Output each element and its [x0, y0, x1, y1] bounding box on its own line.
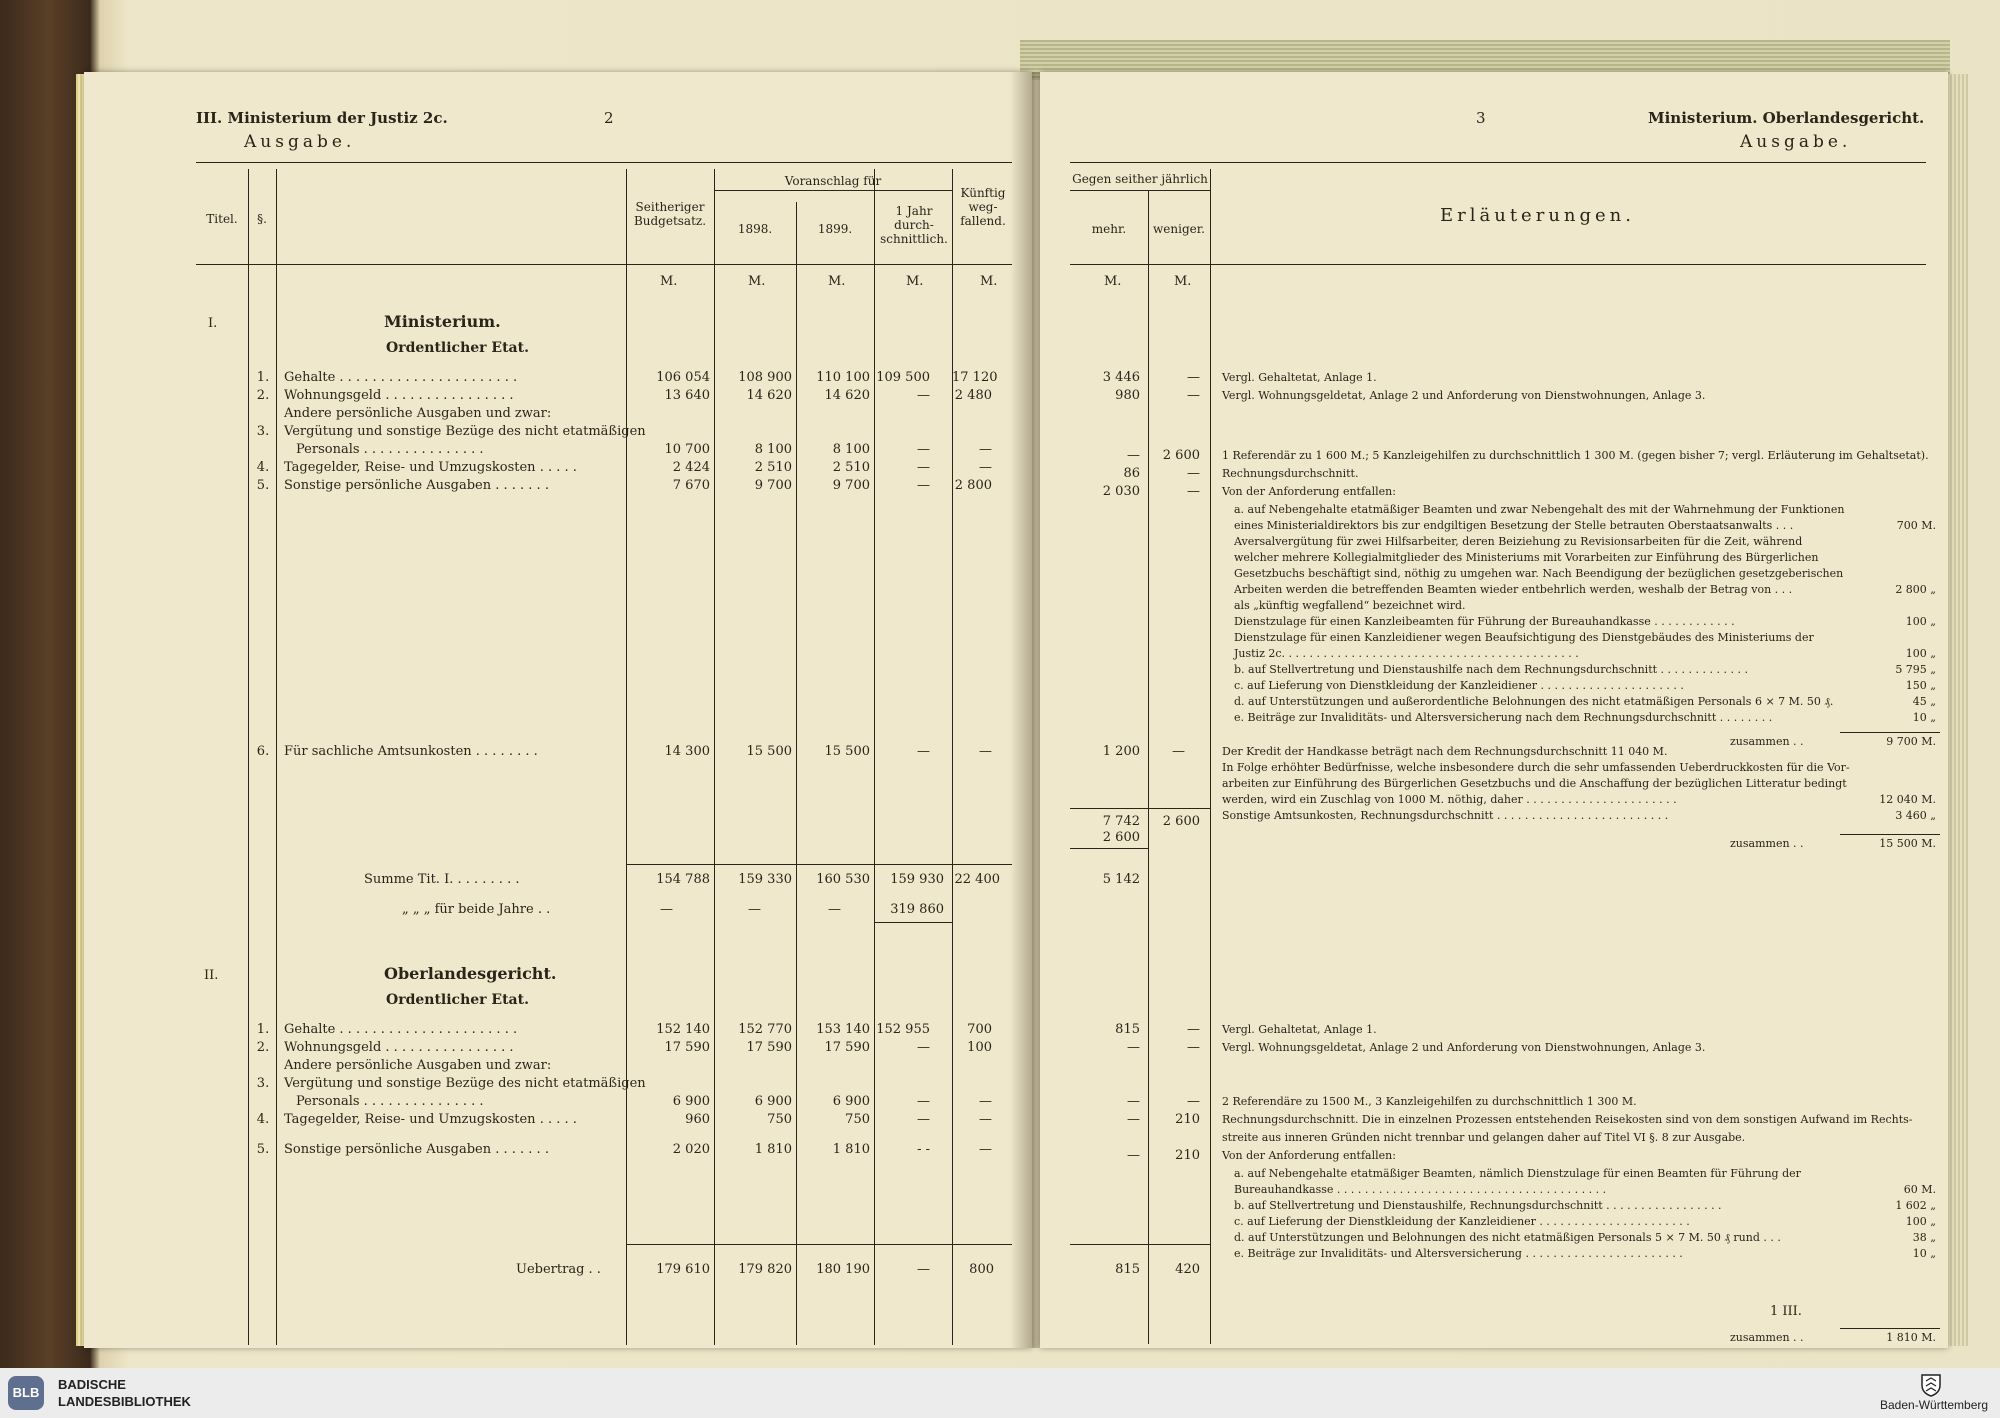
- footer-bar: [0, 1368, 2000, 1418]
- left-col-divider: [276, 169, 277, 1345]
- cell-seitheriger: 2 020: [672, 1142, 710, 1157]
- beide-seitheriger: —: [660, 902, 673, 917]
- sum-1898: 159 330: [738, 872, 792, 887]
- row-label: Gehalte . . . . . . . . . . . . . . . . . . . . . .: [284, 370, 518, 385]
- sum-jahr: 159 930: [890, 872, 944, 887]
- explanation-text: Rechnungsdurchschnitt. Die in einzelnen Prozessen entstehenden Reisekosten sind von dem sonstigen Aufwand im Rechts-: [1222, 1113, 1913, 1126]
- explanation-line: d. auf Unterstützungen und Belohnungen des nicht etatmäßigen Personals 5 × 7 M. 50 ₰ rund . . .: [1234, 1231, 1781, 1244]
- cell-1899: 1 810: [832, 1142, 870, 1157]
- section-subtitle: Ordentlicher Etat.: [386, 992, 529, 1008]
- cell-weniger: —: [1187, 484, 1200, 499]
- unit-mark: M.: [1174, 274, 1192, 289]
- cell-mehr: 980: [1115, 388, 1140, 403]
- explanation-line: Sonstige Amtsunkosten, Rechnungsdurchschnitt . . . . . . . . . . . . . . . . . . . . . . . . .: [1222, 809, 1669, 822]
- col-header-weniger: weniger.: [1153, 222, 1205, 236]
- right-rule-header: [1070, 264, 1926, 265]
- cell-seitheriger: 17 590: [664, 1040, 710, 1055]
- col-header-1899: 1899.: [817, 222, 853, 236]
- explanation-text: Rechnungsdurchschnitt.: [1222, 467, 1359, 480]
- explanation-amount: 10 „: [1912, 1247, 1936, 1260]
- cell-1898: 108 900: [738, 370, 792, 385]
- row-number: 3.: [256, 424, 270, 439]
- left-running-header: III. Ministerium der Justiz 2c.: [196, 109, 448, 127]
- cell-weniger: 2 600: [1162, 448, 1200, 463]
- explanation-amount: 10 „: [1912, 711, 1936, 724]
- beide-label: „ „ „ für beide Jahre . .: [402, 902, 551, 917]
- cell-1899: 17 590: [824, 1040, 870, 1055]
- cell-weniger: —: [1187, 370, 1200, 385]
- uebertrag-mehr: 815: [1115, 1262, 1140, 1277]
- cell-seitheriger: 152 140: [656, 1022, 710, 1037]
- uebertrag-rule: [1070, 1244, 1210, 1245]
- row-number: 3.: [256, 1076, 270, 1091]
- explanation-line: arbeiten zur Einführung des Bürgerlichen Gesetzbuchs und die Anschaffung der bezüglichen Litteratur bedingt: [1222, 777, 1847, 790]
- cell-jahr: 109 500: [876, 370, 930, 385]
- section-numeral: II.: [204, 968, 219, 983]
- explanation-text: Von der Anforderung entfallen:: [1222, 485, 1396, 498]
- cell-jahr: —: [917, 744, 930, 759]
- left-rule-voranschlag: [714, 190, 952, 191]
- cell-1898: 8 100: [754, 442, 792, 457]
- cell-weniger: 210: [1175, 1148, 1200, 1163]
- row-number: 4.: [256, 460, 270, 475]
- row-label: Gehalte . . . . . . . . . . . . . . . . . . . . . .: [284, 1022, 518, 1037]
- cell-weniger: —: [1187, 466, 1200, 481]
- zusammen-rule: [1840, 1328, 1940, 1329]
- explanation-amount: 700 M.: [1896, 519, 1936, 532]
- row-label: Sonstige persönliche Ausgaben . . . . . . .: [284, 478, 549, 493]
- cell-kuenftig: —: [979, 460, 992, 475]
- cell-mehr: 815: [1115, 1022, 1140, 1037]
- cell-weniger: —: [1187, 388, 1200, 403]
- explanation-amount: 38 „: [1912, 1231, 1936, 1244]
- explanation-line: eines Ministerialdirektors bis zur endgiltigen Besetzung der Stelle betrauten Oberstaatsanwalts . . .: [1234, 519, 1794, 532]
- unit-mark: M.: [1104, 274, 1122, 289]
- cell-1899: 8 100: [832, 442, 870, 457]
- right-rule-gegen: [1070, 190, 1210, 191]
- cell-mehr: 2 030: [1102, 484, 1140, 499]
- uebertrag-1899: 180 190: [816, 1262, 870, 1277]
- cell-seitheriger: 7 670: [672, 478, 710, 493]
- col-header-titel: Titel.: [206, 212, 238, 226]
- cell-jahr: 152 955: [876, 1022, 930, 1037]
- cell-mehr: —: [1127, 1040, 1140, 1055]
- row-label: Vergütung und sonstige Bezüge des nicht etatmäßigen: [284, 1076, 646, 1091]
- explanation-amount: 5 795 „: [1895, 663, 1936, 676]
- cell-1899: 2 510: [832, 460, 870, 475]
- cell-jahr: —: [917, 1094, 930, 1109]
- row-label: Vergütung und sonstige Bezüge des nicht etatmäßigen: [284, 424, 646, 439]
- explanation-line: Arbeiten werden die betreffenden Beamten wieder entbehrlich werden, weshalb der Betrag von . . .: [1234, 583, 1793, 596]
- section-subtitle: Ordentlicher Etat.: [386, 340, 529, 356]
- library-name-line2: LANDESBIBLIOTHEK: [58, 1394, 191, 1409]
- cell-1899: 15 500: [824, 744, 870, 759]
- sum-1899: 160 530: [816, 872, 870, 887]
- row-label: Andere persönliche Ausgaben und zwar:: [284, 1058, 552, 1073]
- cell-mehr: 86: [1123, 466, 1140, 481]
- sum-kuenftig: 22 400: [954, 872, 1000, 887]
- left-page: [84, 72, 1032, 1348]
- section-title-oberlandesgericht: Oberlandesgericht.: [384, 964, 557, 983]
- cell-1899: 750: [845, 1112, 870, 1127]
- cell-mehr: —: [1127, 1112, 1140, 1127]
- cell-1898: 14 620: [746, 388, 792, 403]
- row-number: 2.: [256, 388, 270, 403]
- col-header-mehr: mehr.: [1091, 222, 1127, 236]
- sum-rule: [1070, 848, 1148, 849]
- cell-seitheriger: 14 300: [664, 744, 710, 759]
- cell-1898: 152 770: [738, 1022, 792, 1037]
- cell-jahr: - -: [917, 1142, 930, 1157]
- explanation-line: Aversalvergütung für zwei Hilfsarbeiter, deren Beiziehung zu Revisionsarbeiten für die Zeit, während: [1234, 535, 1803, 548]
- sum-seitheriger: 154 788: [656, 872, 710, 887]
- right-col-divider: [1148, 190, 1149, 1344]
- right-rule-top: [1070, 162, 1926, 163]
- cell-1898: 17 590: [746, 1040, 792, 1055]
- left-rule-top: [196, 162, 1012, 163]
- cell-mehr: —: [1127, 448, 1140, 463]
- explanation-line: Dienstzulage für einen Kanzleibeamten für Führung der Bureauhandkasse . . . . . . . . . . . .: [1234, 615, 1735, 628]
- explanation-line: Der Kredit der Handkasse beträgt nach dem Rechnungsdurchschnitt 11 040 M.: [1222, 745, 1668, 758]
- cell-weniger: 210: [1175, 1112, 1200, 1127]
- cell-kuenftig: —: [979, 744, 992, 759]
- right-page: [1040, 72, 1948, 1348]
- explanation-line: Dienstzulage für einen Kanzleidiener wegen Beaufsichtigung des Dienstgebäudes des Ministeriums der: [1234, 631, 1814, 644]
- explanation-amount: 150 „: [1905, 679, 1936, 692]
- cell-1898: 9 700: [754, 478, 792, 493]
- row-number: 6.: [256, 744, 270, 759]
- cell-mehr: 3 446: [1102, 370, 1140, 385]
- unit-mark: M.: [980, 274, 998, 289]
- sum-weniger: 2 600: [1162, 814, 1200, 829]
- row-label: Tagegelder, Reise- und Umzugskosten . . . . .: [284, 460, 577, 475]
- uebertrag-rule: [626, 1244, 1012, 1245]
- cell-jahr: —: [917, 388, 930, 403]
- explanation-line: werden, wird ein Zuschlag von 1000 M. nöthig, daher . . . . . . . . . . . . . . . . . . . . . .: [1222, 793, 1677, 806]
- cell-weniger: —: [1187, 1040, 1200, 1055]
- explanation-line: a. auf Nebengehalte etatmäßiger Beamten, nämlich Dienstzulage für einen Beamten für Führung der: [1234, 1167, 1801, 1180]
- explanation-text: Vergl. Wohnungsgeldetat, Anlage 2 und Anforderung von Dienstwohnungen, Anlage 3.: [1222, 389, 1706, 402]
- cell-1898: 1 810: [754, 1142, 792, 1157]
- explanation-amount: 100 „: [1905, 647, 1936, 660]
- explanation-line: In Folge erhöhter Bedürfnisse, welche insbesondere durch die sehr umfassenden Ueberdruckkosten für die Vor-: [1222, 761, 1850, 774]
- col-header-1898: 1898.: [737, 222, 773, 236]
- row-label: Sonstige persönliche Ausgaben . . . . . . .: [284, 1142, 549, 1157]
- beide-1898: —: [748, 902, 761, 917]
- coat-of-arms-icon: [1920, 1373, 1942, 1397]
- explanation-text: 2 Referendäre zu 1500 M., 3 Kanzleigehilfen zu durchschnittlich 1 300 M.: [1222, 1095, 1637, 1108]
- col-header-1-jahr: 1 Jahr durch- schnittlich.: [880, 204, 948, 246]
- uebertrag-jahr: —: [917, 1262, 930, 1277]
- cell-mehr: —: [1127, 1094, 1140, 1109]
- cell-seitheriger: 960: [685, 1112, 710, 1127]
- zusammen-rule: [1840, 732, 1940, 733]
- explanation-line: e. Beiträge zur Invaliditäts- und Altersversicherung nach dem Rechnungsdurchschnitt . . . . . . . .: [1234, 711, 1773, 724]
- section-numeral: I.: [208, 316, 218, 331]
- row-label: Personals . . . . . . . . . . . . . . .: [296, 442, 484, 457]
- cell-weniger: —: [1172, 744, 1185, 759]
- explanation-amount: 45 „: [1912, 695, 1936, 708]
- col-header-paragraph: §.: [257, 212, 267, 226]
- cell-1899: 6 900: [832, 1094, 870, 1109]
- cell-jahr: —: [917, 1040, 930, 1055]
- uebertrag-label: Uebertrag . .: [516, 1262, 601, 1277]
- cell-kuenftig: —: [979, 1094, 992, 1109]
- cell-jahr: —: [917, 478, 930, 493]
- col-header-kuenftig: Künftig weg- fallend.: [960, 186, 1006, 228]
- cell-jahr: —: [917, 1112, 930, 1127]
- sum-rule: [626, 864, 1012, 865]
- row-label: Wohnungsgeld . . . . . . . . . . . . . . . .: [284, 388, 514, 403]
- explanation-amount: 3 460 „: [1895, 809, 1936, 822]
- uebertrag-1898: 179 820: [738, 1262, 792, 1277]
- explanation-line: a. auf Nebengehalte etatmäßiger Beamten und zwar Nebengehalt des mit der Wahrnehmung der Funktionen: [1234, 503, 1845, 516]
- zusammen-amount: 15 500 M.: [1879, 837, 1936, 850]
- row-label: Tagegelder, Reise- und Umzugskosten . . . . .: [284, 1112, 577, 1127]
- sum-rule: [1070, 808, 1210, 809]
- zusammen-amount: 9 700 M.: [1886, 735, 1936, 748]
- cell-1899: 9 700: [832, 478, 870, 493]
- cell-seitheriger: 10 700: [664, 442, 710, 457]
- cell-seitheriger: 13 640: [664, 388, 710, 403]
- explanation-line: Justiz 2c. . . . . . . . . . . . . . . . . . . . . . . . . . . . . . . . . . . . . . . . . . .: [1234, 647, 1579, 660]
- row-number: 1.: [256, 1022, 270, 1037]
- left-col-divider: [248, 169, 249, 1345]
- explanation-line: d. auf Unterstützungen und außerordentliche Belohnungen des nicht etatmäßigen Personals 6 × 7 M. 50 ₰.: [1234, 695, 1834, 708]
- explanation-line: welcher mehrere Kollegialmitglieder des Ministeriums mit Vorarbeiten zur Einführung des Bürgerlichen: [1234, 551, 1819, 564]
- row-number: 5.: [256, 1142, 270, 1157]
- row-label: Personals . . . . . . . . . . . . . . .: [296, 1094, 484, 1109]
- right-subtitle: Ausgabe.: [1740, 132, 1852, 152]
- cell-kuenftig: —: [979, 442, 992, 457]
- explanation-amount: 100 „: [1905, 615, 1936, 628]
- explanation-amount: 60 M.: [1903, 1183, 1936, 1196]
- cell-1898: 15 500: [746, 744, 792, 759]
- cell-seitheriger: 6 900: [672, 1094, 710, 1109]
- row-label: Andere persönliche Ausgaben und zwar:: [284, 406, 552, 421]
- page-edges-right: [1946, 74, 1968, 1346]
- explanation-line: Gesetzbuchs beschäftigt sind, nöthig zu umgehen war. Nach Beendigung der bezüglichen gesetzgeberischen: [1234, 567, 1844, 580]
- row-number: 4.: [256, 1112, 270, 1127]
- cell-1899: 110 100: [816, 370, 870, 385]
- explanation-text: 1 Referendär zu 1 600 M.; 5 Kanzleigehilfen zu durchschnittlich 1 300 M. (gegen bisher 7; vergl. Erläuterung im Gehaltsetat).: [1222, 449, 1929, 462]
- explanation-amount: 100 „: [1905, 1215, 1936, 1228]
- beide-1899: —: [828, 902, 841, 917]
- explanation-line: e. Beiträge zur Invaliditäts- und Altersversicherung . . . . . . . . . . . . . . . . . . . . . . .: [1234, 1247, 1683, 1260]
- explanation-line: b. auf Stellvertretung und Dienstaushilfe, Rechnungsdurchschnitt . . . . . . . . . . . . . . . . .: [1234, 1199, 1722, 1212]
- explanation-line: c. auf Lieferung von Dienstkleidung der Kanzleidiener . . . . . . . . . . . . . . . . . . . . .: [1234, 679, 1684, 692]
- cell-kuenftig: 2 480: [954, 388, 992, 403]
- row-number: 2.: [256, 1040, 270, 1055]
- beide-rule: [874, 922, 952, 923]
- explanation-text: Vergl. Gehaltetat, Anlage 1.: [1222, 1023, 1377, 1036]
- cell-kuenftig: 700: [967, 1022, 992, 1037]
- signature-mark: 1 III.: [1770, 1304, 1802, 1319]
- uebertrag-seitheriger: 179 610: [656, 1262, 710, 1277]
- library-name-line1: BADISCHE: [58, 1377, 126, 1392]
- uebertrag-kuenftig: 800: [969, 1262, 994, 1277]
- explanation-amount: 1 602 „: [1895, 1199, 1936, 1212]
- zusammen-amount: 1 810 M.: [1886, 1331, 1936, 1344]
- col-header-erlaeuterungen: Erläuterungen.: [1440, 205, 1635, 226]
- explanation-line: als „künftig wegfallend“ bezeichnet wird.: [1234, 599, 1466, 612]
- zusammen-rule: [1840, 834, 1940, 835]
- cell-mehr: 1 200: [1102, 744, 1140, 759]
- cell-1898: 2 510: [754, 460, 792, 475]
- row-number: 5.: [256, 478, 270, 493]
- sum-net: 5 142: [1102, 872, 1140, 887]
- left-subtitle: Ausgabe.: [244, 132, 356, 152]
- cell-1899: 153 140: [816, 1022, 870, 1037]
- zusammen-label: zusammen . .: [1730, 837, 1804, 850]
- explanation-line: Bureauhandkasse . . . . . . . . . . . . . . . . . . . . . . . . . . . . . . . . . . . . . . .: [1234, 1183, 1607, 1196]
- cell-jahr: —: [917, 460, 930, 475]
- col-header-voranschlag: Voranschlag für: [784, 174, 882, 188]
- col-header-seitheriger: Seitheriger Budgetsatz.: [633, 200, 707, 228]
- unit-mark: M.: [748, 274, 766, 289]
- cell-1898: 6 900: [754, 1094, 792, 1109]
- cell-kuenftig: —: [979, 1112, 992, 1127]
- explanation-text: Vergl. Gehaltetat, Anlage 1.: [1222, 371, 1377, 384]
- blb-logo[interactable]: BLB: [8, 1376, 44, 1410]
- sum-mehr: 7 742: [1102, 814, 1140, 829]
- uebertrag-weniger: 420: [1175, 1262, 1200, 1277]
- explanation-line: c. auf Lieferung der Dienstkleidung der Kanzleidiener . . . . . . . . . . . . . . . . . . . . . .: [1234, 1215, 1690, 1228]
- left-rule-header: [196, 264, 1012, 265]
- beide-total: 319 860: [890, 902, 944, 917]
- zusammen-label: zusammen . .: [1730, 735, 1804, 748]
- explanation-text: streite aus inneren Gründen nicht trennbar und gelangen daher auf Titel VI §. 8 zur Ausgabe.: [1222, 1131, 1746, 1144]
- state-name: Baden-Württemberg: [1880, 1398, 1989, 1412]
- explanation-amount: 12 040 M.: [1879, 793, 1936, 806]
- right-running-header: Ministerium. Oberlandesgericht.: [1648, 109, 1925, 127]
- right-col-divider: [1210, 169, 1211, 1344]
- cell-weniger: —: [1187, 1094, 1200, 1109]
- sum-label: Summe Tit. I. . . . . . . . .: [364, 872, 520, 887]
- row-number: 1.: [256, 370, 270, 385]
- cell-seitheriger: 106 054: [656, 370, 710, 385]
- right-page-number: 3: [1476, 109, 1486, 127]
- explanation-text: Vergl. Wohnungsgeldetat, Anlage 2 und Anforderung von Dienstwohnungen, Anlage 3.: [1222, 1041, 1706, 1054]
- col-header-gegen: Gegen seither jährlich: [1072, 172, 1208, 186]
- unit-mark: M.: [828, 274, 846, 289]
- unit-mark: M.: [906, 274, 924, 289]
- row-label: Wohnungsgeld . . . . . . . . . . . . . . . .: [284, 1040, 514, 1055]
- cell-1898: 750: [767, 1112, 792, 1127]
- cell-mehr: —: [1127, 1148, 1140, 1163]
- section-title-ministerium: Ministerium.: [384, 312, 501, 331]
- left-page-number: 2: [604, 109, 614, 127]
- cell-kuenftig: 100: [967, 1040, 992, 1055]
- zusammen-label: zusammen . .: [1730, 1331, 1804, 1344]
- cell-1899: 14 620: [824, 388, 870, 403]
- cell-kuenftig: —: [979, 1142, 992, 1157]
- cell-kuenftig: 17 120: [952, 370, 998, 385]
- cell-seitheriger: 2 424: [672, 460, 710, 475]
- explanation-amount: 2 800 „: [1895, 583, 1936, 596]
- explanation-line: b. auf Stellvertretung und Dienstaushilfe nach dem Rechnungsdurchschnitt . . . . . . . . . . . . .: [1234, 663, 1748, 676]
- explanation-text: Von der Anforderung entfallen:: [1222, 1149, 1396, 1162]
- cell-jahr: —: [917, 442, 930, 457]
- row-label: Für sachliche Amtsunkosten . . . . . . . .: [284, 744, 538, 759]
- cell-kuenftig: 2 800: [954, 478, 992, 493]
- cell-weniger: —: [1187, 1022, 1200, 1037]
- sum-mehr-less: 2 600: [1102, 830, 1140, 845]
- unit-mark: M.: [660, 274, 678, 289]
